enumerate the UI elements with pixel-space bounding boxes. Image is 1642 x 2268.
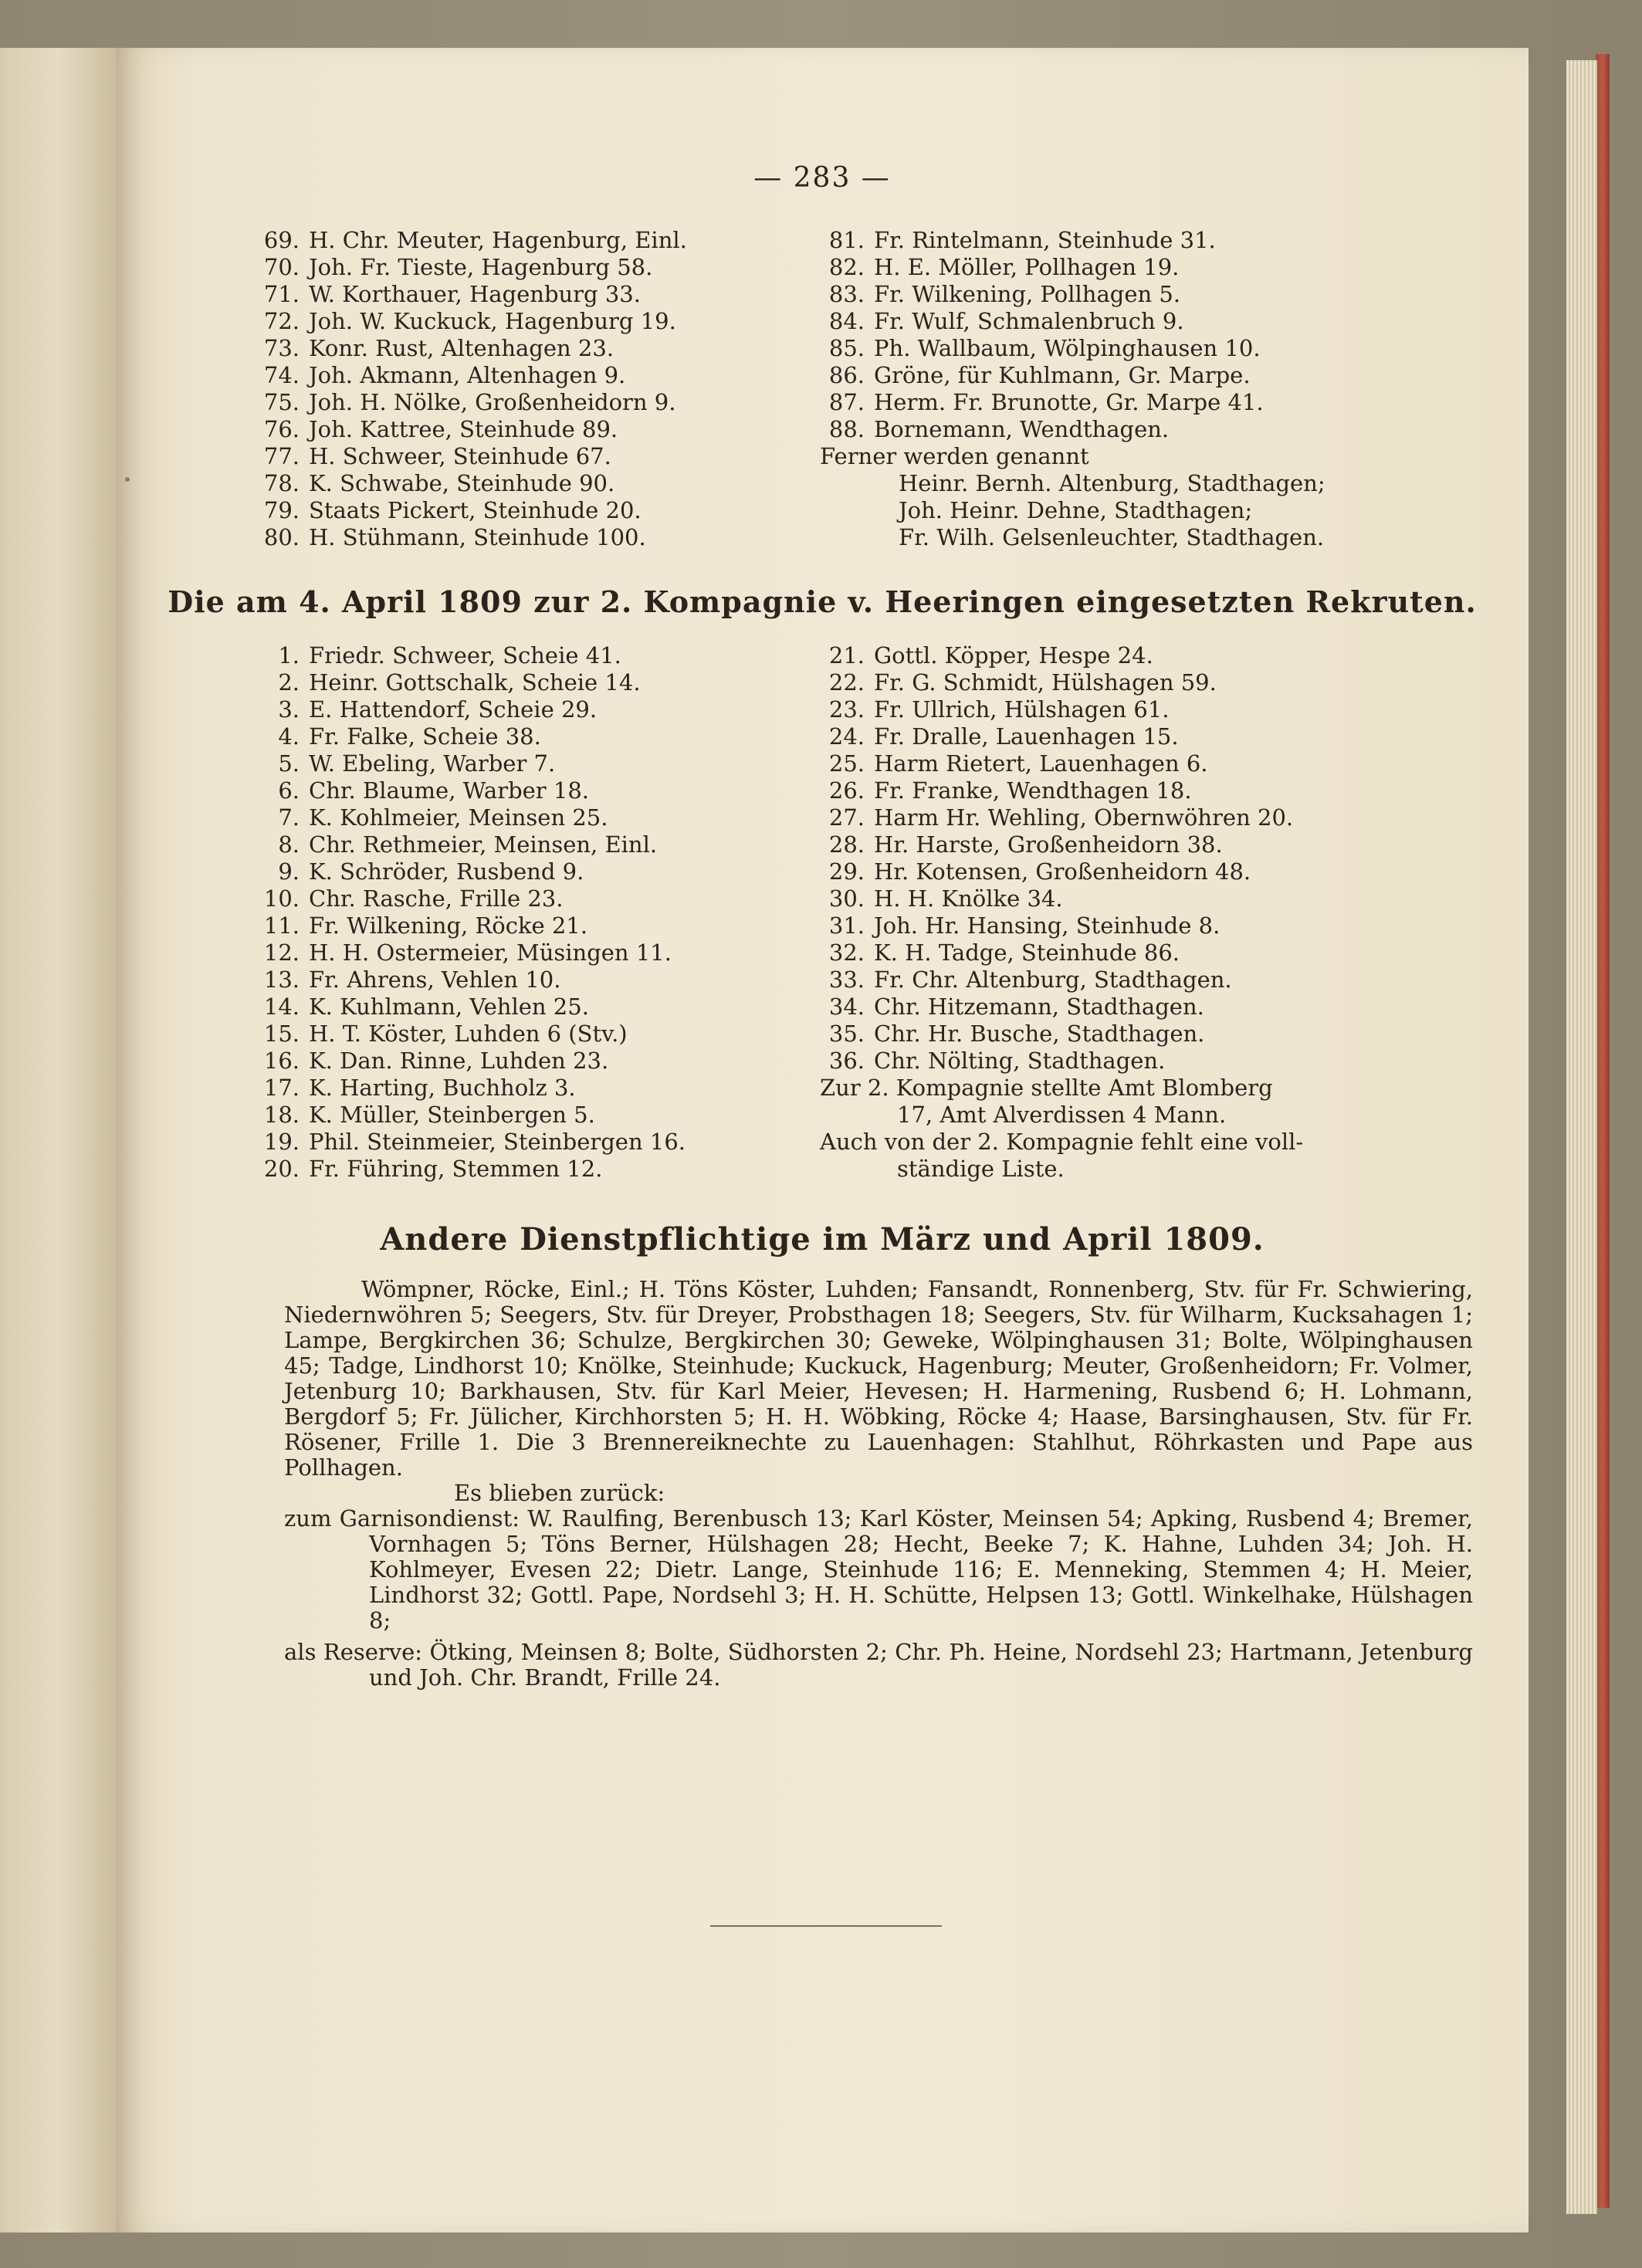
item-text: Fr. Ahrens, Vehlen 10. (309, 966, 561, 993)
item-number: 32. (828, 939, 865, 966)
item-number: 6. (278, 777, 300, 804)
item-text: Fr. Falke, Scheie 38. (309, 723, 541, 750)
item-number: 80. (263, 524, 300, 550)
list-item (245, 858, 686, 885)
list-item (811, 912, 1293, 939)
item-text: Chr. Nölting, Stadthagen. (874, 1048, 1166, 1074)
list-item (811, 335, 1264, 362)
list-column-left (245, 227, 687, 551)
item-number: 1. (278, 642, 300, 669)
list-item (245, 966, 686, 994)
item-number: 9. (278, 858, 300, 885)
list-item (811, 885, 1293, 912)
item-text: Harm Rietert, Lauenhagen 6. (874, 750, 1208, 777)
item-number: 34. (828, 994, 865, 1020)
item-text: K. Dan. Rinne, Luhden 23. (309, 1048, 609, 1074)
item-number: 4. (278, 723, 300, 750)
list-item (811, 831, 1293, 858)
item-number: 31. (828, 912, 865, 939)
item-number: 30. (828, 885, 865, 912)
item-text: Joh. Fr. Tieste, Hagenburg 58. (309, 254, 653, 280)
item-text: Ph. Wallbaum, Wölpinghausen 10. (874, 335, 1261, 361)
list-item (245, 416, 687, 443)
item-number: 7. (278, 804, 300, 831)
list-item (245, 281, 687, 308)
item-number: 79. (263, 497, 300, 523)
item-number: 85. (828, 335, 865, 361)
item-number: 78. (263, 470, 300, 496)
item-text: K. Kuhlmann, Vehlen 25. (309, 994, 589, 1020)
item-text: Chr. Blaume, Warber 18. (309, 777, 589, 804)
list-item (245, 308, 687, 335)
ferner-label: Ferner werden genannt (820, 443, 1089, 469)
list-item (245, 804, 686, 831)
list-item (245, 1129, 686, 1156)
item-number: 74. (263, 362, 300, 388)
item-number: 29. (828, 858, 865, 885)
item-text: H. H. Ostermeier, Müsingen 11. (309, 939, 672, 966)
item-number: 28. (828, 831, 865, 858)
list-item (811, 858, 1293, 885)
paragraph-other (284, 1277, 1473, 1691)
ferner-name: Heinr. Bernh. Altenburg, Stadthagen; (899, 470, 1325, 496)
item-text: Joh. Hr. Hansing, Steinhude 8. (874, 912, 1220, 939)
item-number: 12. (263, 939, 300, 966)
item-number: 13. (263, 966, 300, 993)
item-text: K. Müller, Steinbergen 5. (309, 1102, 595, 1128)
list-item (245, 885, 686, 912)
item-text: Joh. Akmann, Altenhagen 9. (309, 362, 626, 388)
item-number: 86. (828, 362, 865, 388)
section-heading: Andere Dienstpflichtige im März und April 1809. (380, 1221, 1265, 1258)
page-content (116, 48, 1529, 2232)
item-number: 16. (263, 1048, 300, 1074)
list-item (245, 524, 687, 551)
paragraph-text: Es blieben zurück: (454, 1480, 665, 1506)
note-line: Auch von der 2. Kompagnie fehlt eine voll- (820, 1129, 1304, 1155)
list-item (245, 994, 686, 1021)
recruit-column-right (811, 642, 1293, 1075)
paragraph-text: als Reserve: Ötking, Meinsen 8; Bolte, Südhorsten 2; Chr. Ph. Heine, Nordsehl 23; Hartmann, Jetenburg und Joh. Chr. Brandt, Frille 24. (284, 1639, 1473, 1691)
item-text: Hr. Kotensen, Großenheidorn 48. (874, 858, 1251, 885)
item-number: 22. (828, 669, 865, 696)
item-text: H. E. Möller, Pollhagen 19. (874, 254, 1180, 280)
list-item (245, 335, 687, 362)
item-text: Fr. Dralle, Lauenhagen 15. (874, 723, 1179, 750)
ferner-name: Fr. Wilh. Gelsenleuchter, Stadthagen. (899, 524, 1325, 550)
list-item (811, 642, 1293, 669)
item-text: Fr. Wilkening, Pollhagen 5. (874, 281, 1181, 307)
list-item (245, 470, 687, 497)
item-number: 3. (278, 696, 300, 723)
item-text: H. T. Köster, Luhden 6 (Stv.) (309, 1021, 628, 1047)
item-text: K. Schröder, Rusbend 9. (309, 858, 584, 885)
item-text: Bornemann, Wendthagen. (874, 416, 1170, 442)
list-item (245, 750, 686, 777)
item-number: 21. (828, 642, 865, 669)
item-number: 15. (263, 1021, 300, 1047)
item-number: 36. (828, 1048, 865, 1074)
item-number: 69. (263, 227, 300, 253)
item-number: 84. (828, 308, 865, 334)
item-text: H. Stühmann, Steinhude 100. (309, 524, 646, 550)
note-line: ständige Liste. (897, 1156, 1065, 1182)
item-text: E. Hattendorf, Scheie 29. (309, 696, 598, 723)
item-text: Fr. Wilkening, Röcke 21. (309, 912, 588, 939)
list-item (811, 416, 1264, 443)
item-text: Fr. Rintelmann, Steinhude 31. (874, 227, 1216, 253)
item-number: 73. (263, 335, 300, 361)
item-number: 77. (263, 443, 300, 469)
list-item (245, 939, 686, 966)
kompagnie-note (820, 1075, 1303, 1183)
ferner-block (820, 443, 1325, 551)
item-number: 87. (828, 389, 865, 415)
list-item (245, 1156, 686, 1183)
item-number: 83. (828, 281, 865, 307)
page-number: — 283 — (753, 162, 891, 194)
list-item (811, 254, 1264, 281)
item-number: 19. (263, 1129, 300, 1155)
item-number: 2. (278, 669, 300, 696)
item-text: Chr. Hr. Busche, Stadthagen. (874, 1021, 1205, 1047)
item-text: K. Harting, Buchholz 3. (309, 1075, 576, 1101)
list-item (811, 281, 1264, 308)
list-item (245, 1075, 686, 1102)
list-item (811, 994, 1293, 1021)
item-text: Gröne, für Kuhlmann, Gr. Marpe. (874, 362, 1251, 388)
item-text: Staats Pickert, Steinhude 20. (309, 497, 642, 523)
item-number: 8. (278, 831, 300, 858)
list-item (245, 1048, 686, 1075)
list-item (245, 642, 686, 669)
list-item (245, 696, 686, 723)
list-item (245, 497, 687, 524)
item-text: Joh. H. Nölke, Großenheidorn 9. (309, 389, 676, 415)
closing-rule (710, 1925, 942, 1927)
item-text: K. Schwabe, Steinhude 90. (309, 470, 615, 496)
item-number: 23. (828, 696, 865, 723)
item-text: H. Chr. Meuter, Hagenburg, Einl. (309, 227, 687, 253)
item-text: Harm Hr. Wehling, Obernwöhren 20. (874, 804, 1294, 831)
item-number: 10. (263, 885, 300, 912)
item-text: K. Kohlmeier, Meinsen 25. (309, 804, 608, 831)
item-number: 81. (828, 227, 865, 253)
item-text: Joh. W. Kuckuck, Hagenburg 19. (309, 308, 676, 334)
list-item (811, 389, 1264, 416)
list-column-right (811, 227, 1264, 443)
item-text: Chr. Rethmeier, Meinsen, Einl. (309, 831, 658, 858)
item-number: 11. (263, 912, 300, 939)
list-item (811, 804, 1293, 831)
item-text: Fr. Franke, Wendthagen 18. (874, 777, 1192, 804)
item-text: Fr. G. Schmidt, Hülshagen 59. (874, 669, 1217, 696)
item-text: Heinr. Gottschalk, Scheie 14. (309, 669, 641, 696)
item-text: Fr. Wulf, Schmalenbruch 9. (874, 308, 1184, 334)
list-item (811, 696, 1293, 723)
page-stack-edges (1566, 60, 1597, 2214)
item-number: 27. (828, 804, 865, 831)
item-text: Chr. Hitzemann, Stadthagen. (874, 994, 1204, 1020)
item-number: 35. (828, 1021, 865, 1047)
item-text: Fr. Ullrich, Hülshagen 61. (874, 696, 1170, 723)
list-item (811, 227, 1264, 254)
item-number: 88. (828, 416, 865, 442)
item-number: 33. (828, 966, 865, 993)
section-heading: Die am 4. April 1809 zur 2. Kompagnie v. Heeringen eingesetzten Rekruten. (168, 584, 1477, 619)
item-number: 76. (263, 416, 300, 442)
item-text: Fr. Chr. Altenburg, Stadthagen. (874, 966, 1232, 993)
item-text: H. Schweer, Steinhude 67. (309, 443, 611, 469)
list-item (811, 308, 1264, 335)
item-number: 14. (263, 994, 300, 1020)
item-text: Joh. Kattree, Steinhude 89. (309, 416, 618, 442)
list-item (245, 723, 686, 750)
paragraph-text: zum Garnisondienst: W. Raulfing, Berenbusch 13; Karl Köster, Meinsen 54; Apking, Rusbend 4; Bremer, Vornhagen 5; Töns Berner, Hülshagen 28; Hecht, Beeke 7; K. Hahne, Luhden 34; Joh. H. Kohlmeyer, Evesen 22; Dietr. Lange, Steinhude 116; E. Menneking, Stemmen 4; H. Meier, Lindhorst 32; Gottl. Pape, Nordsehl 3; H. H. Schütte, Helpsen 13; Gottl. Winkelhake, Hülshagen 8; (284, 1505, 1473, 1633)
item-number: 17. (263, 1075, 300, 1101)
list-item (245, 912, 686, 939)
item-number: 75. (263, 389, 300, 415)
list-item (245, 227, 687, 254)
item-number: 24. (828, 723, 865, 750)
list-item (245, 389, 687, 416)
list-item (811, 1021, 1293, 1048)
item-text: Friedr. Schweer, Scheie 41. (309, 642, 621, 669)
list-item (245, 777, 686, 804)
list-item (245, 831, 686, 858)
item-text: Fr. Führing, Stemmen 12. (309, 1156, 603, 1182)
list-item (811, 777, 1293, 804)
item-number: 26. (828, 777, 865, 804)
item-text: Konr. Rust, Altenhagen 23. (309, 335, 614, 361)
list-item (811, 362, 1264, 389)
item-number: 18. (263, 1102, 300, 1128)
list-item (811, 669, 1293, 696)
item-number: 5. (278, 750, 300, 777)
list-item (245, 254, 687, 281)
list-item (245, 443, 687, 470)
list-item (811, 939, 1293, 966)
list-item (811, 750, 1293, 777)
list-item (811, 1048, 1293, 1075)
item-text: K. H. Tadge, Steinhude 86. (874, 939, 1180, 966)
item-text: Phil. Steinmeier, Steinbergen 16. (309, 1129, 686, 1155)
paragraph-text: Wömpner, Röcke, Einl.; H. Töns Köster, Luhden; Fansandt, Ronnenberg, Stv. für Fr. Schwiering, Niedernwöhren 5; Seegers, Stv. für Dreyer, Probsthagen 18; Seegers, Stv. für Wilharm, Kucksahagen 1; Lampe, Bergkirchen 36; Schulze, Bergkirchen 30; Geweke, Wölpinghausen 31; Bolte, Wölpinghausen 45; Tadge, Lindhorst 10; Knölke, Steinhude; Kuckuck, Hagenburg; Meuter, Großenheidorn; Fr. Volmer, Jetenburg 10; Barkhausen, Stv. für Karl Meier, Hevesen; H. Harmening, Rusbend 6; H. Lohmann, Bergdorf 5; Fr. Jülicher, Kirchhorsten 5; H. H. Wöbking, Röcke 4; Haase, Barsinghausen, Stv. für Fr. Rösener, Frille 1. Die 3 Brennereiknechte zu Lauenhagen: Stahlhut, Röhrkasten und Pape aus Pollhagen. (284, 1276, 1473, 1481)
book-edge-red (1596, 54, 1610, 2208)
note-line: 17, Amt Alverdissen 4 Mann. (897, 1102, 1227, 1128)
item-number: 25. (828, 750, 865, 777)
item-text: Gottl. Köpper, Hespe 24. (874, 642, 1153, 669)
list-item (245, 362, 687, 389)
list-item (245, 1021, 686, 1048)
book-page (116, 48, 1529, 2232)
item-number: 71. (263, 281, 300, 307)
facing-page (0, 48, 116, 2232)
list-item (811, 723, 1293, 750)
item-number: 72. (263, 308, 300, 334)
ferner-name: Joh. Heinr. Dehne, Stadthagen; (899, 497, 1253, 523)
list-item (245, 1102, 686, 1129)
recruit-column-left (245, 642, 686, 1183)
item-text: H. H. Knölke 34. (874, 885, 1063, 912)
item-text: Herm. Fr. Brunotte, Gr. Marpe 41. (874, 389, 1264, 415)
item-number: 70. (263, 254, 300, 280)
item-text: Hr. Harste, Großenheidorn 38. (874, 831, 1223, 858)
item-text: W. Ebeling, Warber 7. (309, 750, 556, 777)
item-number: 20. (263, 1156, 300, 1182)
note-line: Zur 2. Kompagnie stellte Amt Blomberg (820, 1075, 1273, 1101)
list-item (245, 669, 686, 696)
item-number: 82. (828, 254, 865, 280)
item-text: Chr. Rasche, Frille 23. (309, 885, 564, 912)
list-item (811, 966, 1293, 994)
item-text: W. Korthauer, Hagenburg 33. (309, 281, 641, 307)
